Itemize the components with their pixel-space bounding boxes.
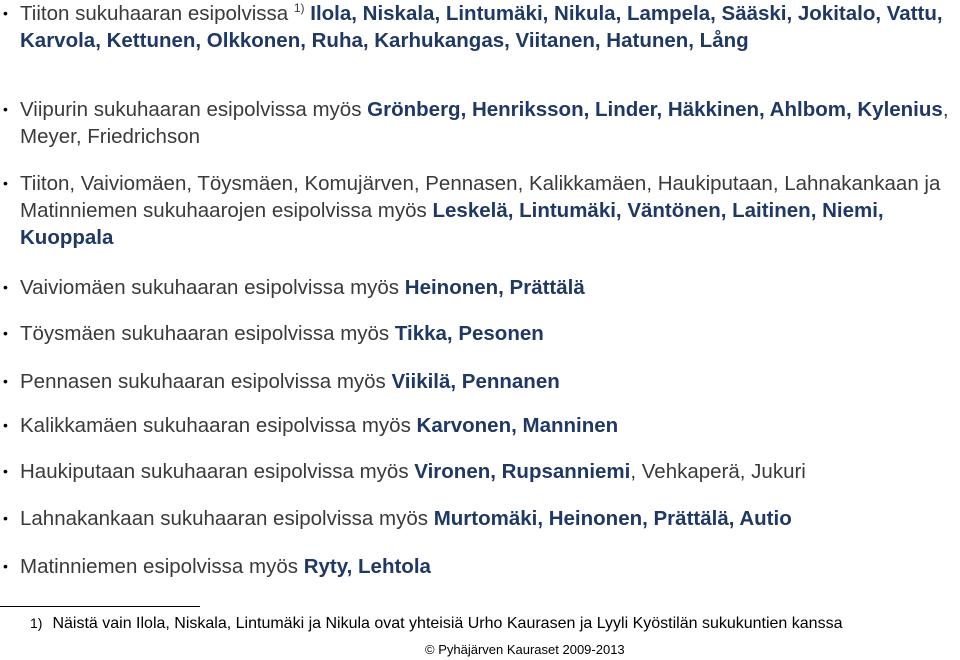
item-names: Grönberg, Henriksson, Linder, Häkkinen, Ahlbom, Kylenius — [367, 98, 943, 121]
item-text: Pennasen sukuhaaran esipolvissa myös — [20, 370, 386, 393]
bullet-icon: • — [3, 373, 8, 389]
list-item — [0, 96, 952, 150]
item-text: Haukiputaan sukuhaaran esipolvissa myös — [20, 460, 409, 483]
list-item — [0, 320, 952, 347]
item-names: Ryty, Lehtola — [303, 555, 431, 578]
item-text: Matinniemen esipolvissa myös — [20, 555, 299, 578]
list-item — [0, 505, 952, 532]
footnote-divider — [0, 606, 200, 607]
item-text-extra: , Vehkaperä, Jukuri — [630, 460, 806, 483]
item-names: Viikilä, Pennanen — [391, 370, 560, 393]
item-names: Tikka, Pesonen — [394, 322, 544, 345]
bullet-icon: • — [3, 417, 8, 433]
list-item — [0, 368, 952, 395]
bullet-icon: • — [3, 101, 8, 117]
footnote-text: Näistä vain Ilola, Niskala, Lintumäki ja Nikula ovat yhteisiä Urho Kaurasen ja Lyyli Kyöstilän sukukuntien kanssa — [52, 615, 843, 632]
list-item — [0, 274, 952, 301]
footnote-marker: 1) — [293, 1, 305, 16]
footnote — [30, 612, 950, 635]
bullet-icon: • — [3, 510, 8, 526]
item-text: Kalikkamäen sukuhaaran esipolvissa myös — [20, 414, 411, 437]
footnote-number: 1) — [30, 615, 43, 631]
bullet-icon: • — [3, 558, 8, 574]
bullet-icon: • — [3, 325, 8, 341]
bullet-icon: • — [3, 279, 8, 295]
item-text: Tiiton sukuhaaran esipolvissa — [20, 2, 289, 25]
item-names: Ilola, Niskala, Lintumäki, Nikula, Lampela, Sääski, Jokitalo, Vattu, Karvola, Kettunen, Olkkonen, Ruha, Karhukangas, Viitanen, Hatunen, Lång — [20, 2, 943, 52]
item-text: Töysmäen sukuhaaran esipolvissa myös — [20, 322, 390, 345]
item-text-extra: , Meyer, Friedrichson — [20, 98, 949, 148]
copyright-notice: © Pyhäjärven Kauraset 2009-2013 — [425, 642, 625, 657]
bullet-icon: • — [3, 5, 8, 21]
item-text: Viipurin sukuhaaran esipolvissa myös — [20, 98, 362, 121]
list-item — [0, 170, 952, 251]
bullet-icon: • — [3, 463, 8, 479]
list-item — [0, 553, 952, 580]
list-item — [0, 0, 952, 54]
item-text: Lahnakankaan sukuhaaran esipolvissa myös — [20, 507, 428, 530]
bullet-icon: • — [3, 175, 8, 191]
item-names: Karvonen, Manninen — [416, 414, 619, 437]
list-item — [0, 412, 952, 439]
item-names: Murtomäki, Heinonen, Prättälä, Autio — [433, 507, 792, 530]
item-names: Vironen, Rupsanniemi — [414, 460, 631, 483]
item-names: Leskelä, Lintumäki, Väntönen, Laitinen, Niemi, Kuoppala — [20, 199, 884, 249]
item-names: Heinonen, Prättälä — [404, 276, 585, 299]
item-text: Vaiviomäen sukuhaaran esipolvissa myös — [20, 276, 400, 299]
list-item — [0, 458, 952, 485]
item-text: Tiiton, Vaiviomäen, Töysmäen, Komujärven, Pennasen, Kalikkamäen, Haukiputaan, Lahnakankaan ja Matinniemen sukuhaarojen esipolvissa myös — [20, 172, 941, 222]
